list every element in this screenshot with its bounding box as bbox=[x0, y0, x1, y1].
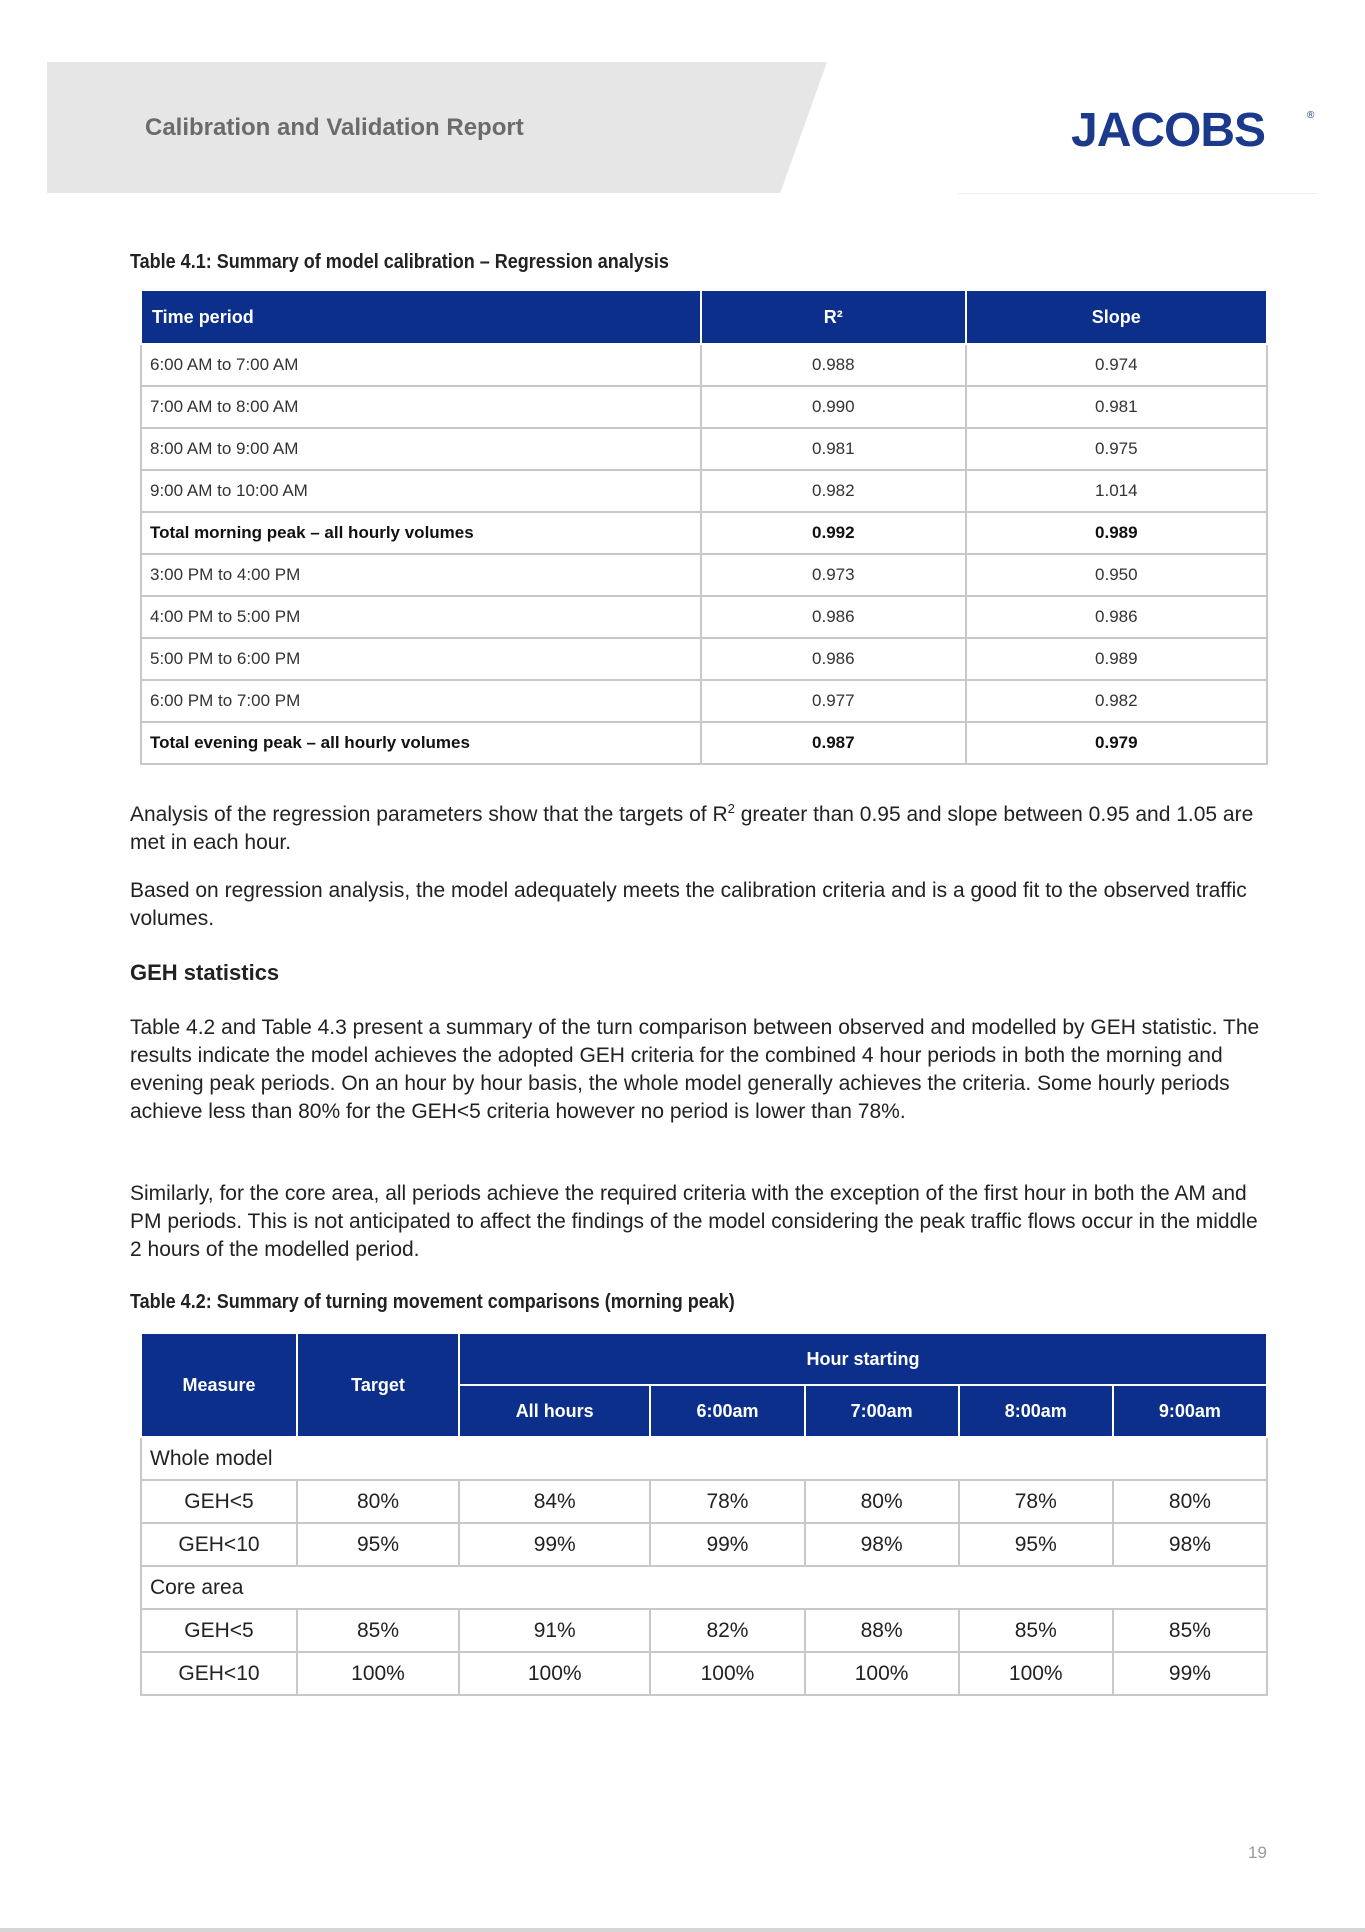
header-9am: 9:00am bbox=[1113, 1385, 1267, 1437]
cell-slope: 0.986 bbox=[966, 596, 1267, 638]
cell-period: 3:00 PM to 4:00 PM bbox=[141, 554, 701, 596]
section-row bbox=[141, 1566, 1267, 1609]
regression-table bbox=[140, 289, 1268, 765]
cell-6am: 78% bbox=[650, 1480, 804, 1523]
cell-all-hours: 100% bbox=[459, 1652, 650, 1695]
header-hour-starting: Hour starting bbox=[459, 1333, 1267, 1385]
paragraph-geh-summary: Table 4.2 and Table 4.3 present a summary of the turn comparison between observed and modelled by GEH statistic. The results indicate the model achieves the adopted GEH criteria for the combined 4 hour periods in both the morning and evening peak periods. On an hour by hour basis, the whole model generally achieves the criteria. Some hourly periods achieve less than 80% for the GEH<5 criteria however no period is lower than 78%. bbox=[130, 1016, 1260, 1123]
cell-r2: 0.981 bbox=[701, 428, 966, 470]
cell-6am: 99% bbox=[650, 1523, 804, 1566]
cell-period: 7:00 AM to 8:00 AM bbox=[141, 386, 701, 428]
cell-target: 95% bbox=[297, 1523, 459, 1566]
cell-8am: 78% bbox=[959, 1480, 1113, 1523]
cell-period: 9:00 AM to 10:00 AM bbox=[141, 470, 701, 512]
table-row bbox=[141, 1523, 1267, 1566]
cell-7am: 100% bbox=[805, 1652, 959, 1695]
paragraph-regression-conclusion: Based on regression analysis, the model adequately meets the calibration criteria and is a good fit to the observed traffic volumes. bbox=[130, 879, 1247, 930]
cell-r2: 0.987 bbox=[701, 722, 966, 764]
cell-period: 8:00 AM to 9:00 AM bbox=[141, 428, 701, 470]
cell-target: 85% bbox=[297, 1609, 459, 1652]
table1-caption: Table 4.1: Summary of model calibration – Regression analysis bbox=[130, 251, 669, 273]
header-7am: 7:00am bbox=[805, 1385, 959, 1437]
cell-9am: 99% bbox=[1113, 1652, 1267, 1695]
paragraph-core-area: Similarly, for the core area, all periods achieve the required criteria with the exception of the first hour in both the AM and PM periods. This is not anticipated to affect the findings of the model considering the peak traffic flows occur in the middle 2 hours of the modelled period. bbox=[130, 1182, 1258, 1261]
section-row bbox=[141, 1437, 1267, 1480]
cell-9am: 80% bbox=[1113, 1480, 1267, 1523]
table-row-total bbox=[141, 512, 1267, 554]
registered-mark: ® bbox=[1307, 110, 1315, 121]
cell-measure: GEH<10 bbox=[141, 1523, 297, 1566]
cell-target: 80% bbox=[297, 1480, 459, 1523]
table-row-total bbox=[141, 722, 1267, 764]
section-whole-model: Whole model bbox=[141, 1437, 1267, 1480]
bottom-divider bbox=[0, 1928, 1365, 1932]
cell-r2: 0.982 bbox=[701, 470, 966, 512]
cell-slope: 1.014 bbox=[966, 470, 1267, 512]
table-row bbox=[141, 1652, 1267, 1695]
cell-period: 6:00 AM to 7:00 AM bbox=[141, 344, 701, 386]
table-row bbox=[141, 344, 1267, 386]
cell-r2: 0.990 bbox=[701, 386, 966, 428]
header-r2: R² bbox=[701, 290, 966, 344]
paragraph-regression-targets bbox=[130, 795, 1270, 857]
cell-8am: 100% bbox=[959, 1652, 1113, 1695]
paragraph-text: Analysis of the regression parameters show that the targets of R bbox=[130, 803, 728, 826]
table-row bbox=[141, 386, 1267, 428]
cell-7am: 80% bbox=[805, 1480, 959, 1523]
table-row bbox=[141, 680, 1267, 722]
header-slope: Slope bbox=[966, 290, 1267, 344]
header-divider bbox=[958, 193, 1318, 194]
header-measure: Measure bbox=[141, 1333, 297, 1437]
cell-r2: 0.988 bbox=[701, 344, 966, 386]
cell-all-hours: 99% bbox=[459, 1523, 650, 1566]
header-all-hours: All hours bbox=[459, 1385, 650, 1437]
cell-6am: 82% bbox=[650, 1609, 804, 1652]
cell-r2: 0.992 bbox=[701, 512, 966, 554]
table-row bbox=[141, 428, 1267, 470]
cell-slope: 0.979 bbox=[966, 722, 1267, 764]
table2-caption: Table 4.2: Summary of turning movement comparisons (morning peak) bbox=[130, 1291, 735, 1313]
cell-slope: 0.989 bbox=[966, 638, 1267, 680]
table-row bbox=[141, 470, 1267, 512]
table-row bbox=[141, 554, 1267, 596]
cell-9am: 98% bbox=[1113, 1523, 1267, 1566]
table-row bbox=[141, 596, 1267, 638]
header-time-period: Time period bbox=[141, 290, 701, 344]
cell-r2: 0.986 bbox=[701, 638, 966, 680]
cell-all-hours: 84% bbox=[459, 1480, 650, 1523]
cell-7am: 88% bbox=[805, 1609, 959, 1652]
paragraph-text: greater than 0.95 and slope between 0.95 and 1.05 are met in each hour. bbox=[130, 803, 1254, 854]
cell-measure: GEH<5 bbox=[141, 1609, 297, 1652]
header-8am: 8:00am bbox=[959, 1385, 1113, 1437]
cell-measure: GEH<10 bbox=[141, 1652, 297, 1695]
cell-8am: 85% bbox=[959, 1609, 1113, 1652]
superscript: 2 bbox=[727, 801, 735, 816]
cell-7am: 98% bbox=[805, 1523, 959, 1566]
cell-r2: 0.977 bbox=[701, 680, 966, 722]
cell-8am: 95% bbox=[959, 1523, 1113, 1566]
report-title: Calibration and Validation Report bbox=[145, 114, 524, 141]
table-row bbox=[141, 1609, 1267, 1652]
cell-period: 4:00 PM to 5:00 PM bbox=[141, 596, 701, 638]
page-number: 19 bbox=[1248, 1843, 1267, 1862]
cell-slope: 0.974 bbox=[966, 344, 1267, 386]
cell-slope: 0.981 bbox=[966, 386, 1267, 428]
table-row bbox=[141, 638, 1267, 680]
cell-all-hours: 91% bbox=[459, 1609, 650, 1652]
cell-slope: 0.950 bbox=[966, 554, 1267, 596]
cell-slope: 0.989 bbox=[966, 512, 1267, 554]
cell-measure: GEH<5 bbox=[141, 1480, 297, 1523]
jacobs-logo: JACOBS bbox=[1071, 104, 1266, 157]
header-6am: 6:00am bbox=[650, 1385, 804, 1437]
table-row bbox=[141, 1480, 1267, 1523]
cell-6am: 100% bbox=[650, 1652, 804, 1695]
cell-period: Total morning peak – all hourly volumes bbox=[141, 512, 701, 554]
turning-movement-table bbox=[140, 1332, 1268, 1696]
cell-slope: 0.975 bbox=[966, 428, 1267, 470]
cell-period: Total evening peak – all hourly volumes bbox=[141, 722, 701, 764]
cell-r2: 0.973 bbox=[701, 554, 966, 596]
table-header-row bbox=[141, 1333, 1267, 1385]
cell-period: 6:00 PM to 7:00 PM bbox=[141, 680, 701, 722]
section-heading-geh: GEH statistics bbox=[130, 960, 280, 985]
cell-9am: 85% bbox=[1113, 1609, 1267, 1652]
cell-r2: 0.986 bbox=[701, 596, 966, 638]
cell-period: 5:00 PM to 6:00 PM bbox=[141, 638, 701, 680]
header-target: Target bbox=[297, 1333, 459, 1437]
cell-slope: 0.982 bbox=[966, 680, 1267, 722]
table-header-row bbox=[141, 290, 1267, 344]
cell-target: 100% bbox=[297, 1652, 459, 1695]
section-core-area: Core area bbox=[141, 1566, 1267, 1609]
